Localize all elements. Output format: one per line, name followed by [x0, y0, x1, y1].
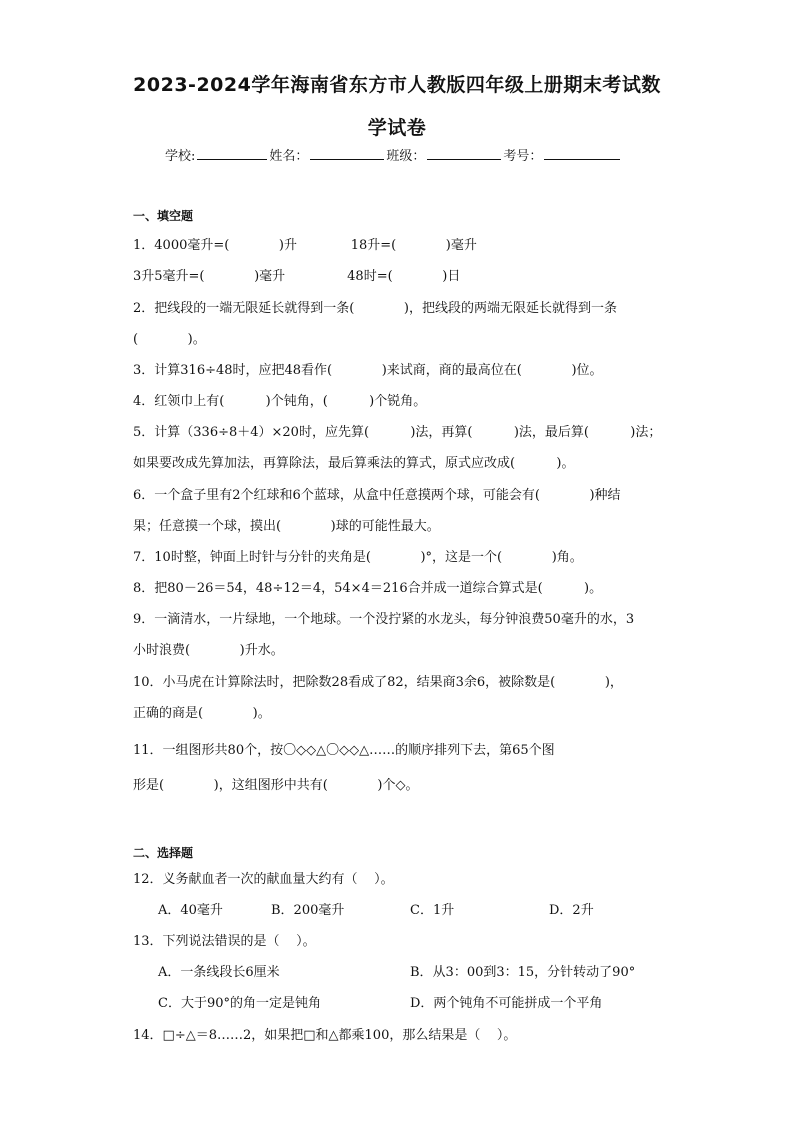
- title-line-2: 学试卷: [367, 117, 427, 139]
- question-line: 3．计算316÷48时，应把48看作( )来试商，商的最高位在( )位。: [133, 363, 603, 378]
- name-label: 姓名：: [269, 149, 309, 164]
- question-line: 5．计算（336÷8＋4）×20时，应先算( )法，再算( )法，最后算( )法；: [133, 425, 662, 440]
- question-line: 正确的商是( )。: [133, 706, 271, 721]
- question-12-stem: 12．义务献血者一次的献血量大约有（ ）。: [133, 872, 394, 887]
- question-line: 11．一组图形共80个，按〇◇◇△〇◇◇△……的顺序排列下去，第65个图: [133, 743, 555, 758]
- q12-option-d[interactable]: D．2升: [549, 903, 594, 918]
- question-line: 7．10时整，钟面上时针与分针的夹角是( )°，这是一个( )角。: [133, 550, 583, 565]
- q13-option-c[interactable]: C．大于90°的角一定是钝角: [158, 996, 321, 1011]
- school-label: 学校:: [165, 149, 196, 164]
- class-blank[interactable]: [427, 145, 501, 160]
- class-label: 班级：: [386, 149, 426, 164]
- number-blank[interactable]: [544, 145, 620, 160]
- question-14-stem: 14．□÷△＝8……2，如果把□和△都乘100，那么结果是（ ）。: [133, 1028, 517, 1043]
- number-label: 考号：: [503, 149, 543, 164]
- section-heading-choice: 二、选择题: [133, 846, 194, 860]
- name-blank[interactable]: [310, 145, 384, 160]
- title-line-1: 2023-2024学年海南省东方市人教版四年级上册期末考试数: [133, 74, 661, 96]
- school-blank[interactable]: [197, 145, 267, 160]
- q13-option-d[interactable]: D．两个钝角不可能拼成一个平角: [410, 996, 603, 1011]
- q13-option-a[interactable]: A．一条线段长6厘米: [158, 965, 280, 980]
- question-line: 8．把80－26＝54，48÷12＝4，54×4＝216合并成一道综合算式是( )。: [133, 581, 603, 596]
- question-line: 小时浪费( )升水。: [133, 643, 284, 658]
- q12-option-c[interactable]: C．1升: [410, 903, 455, 918]
- student-info-row: [165, 145, 622, 164]
- question-line: 2．把线段的一端无限延长就得到一条( )，把线段的两端无限延长就得到一条: [133, 301, 618, 316]
- question-line: 10．小马虎在计算除法时，把除数28看成了82，结果商3余6，被除数是( )，: [133, 675, 623, 690]
- question-13-stem: 13．下列说法错误的是（ ）。: [133, 934, 316, 949]
- q12-option-b[interactable]: B．200毫升: [271, 903, 345, 918]
- section-heading-fill-in: 一、填空题: [133, 209, 194, 223]
- question-line: 1．4000毫升=( )升 18升=( )毫升: [133, 238, 477, 253]
- question-line: 如果要改成先算加法，再算除法，最后算乘法的算式，原式应改成( )。: [133, 456, 575, 471]
- q12-option-a[interactable]: A．40毫升: [158, 903, 223, 918]
- question-line: 4．红领巾上有( )个钝角，( )个锐角。: [133, 394, 427, 409]
- question-line: 9．一滴清水，一片绿地，一个地球。一个没拧紧的水龙头，每分钟浪费50毫升的水，3: [133, 612, 635, 627]
- q13-option-b[interactable]: B．从3：00到3：15，分针转动了90°: [410, 965, 636, 980]
- question-line: 6．一个盒子里有2个红球和6个蓝球，从盒中任意摸两个球，可能会有( )种结: [133, 488, 621, 503]
- question-line: 3升5毫升=( )毫升 48时=( )日: [133, 269, 461, 284]
- question-line: 果；任意摸一个球，摸出( )球的可能性最大。: [133, 519, 440, 534]
- question-line: ( )。: [133, 332, 206, 347]
- question-line: 形是( )，这组图形中共有( )个◇。: [133, 778, 419, 793]
